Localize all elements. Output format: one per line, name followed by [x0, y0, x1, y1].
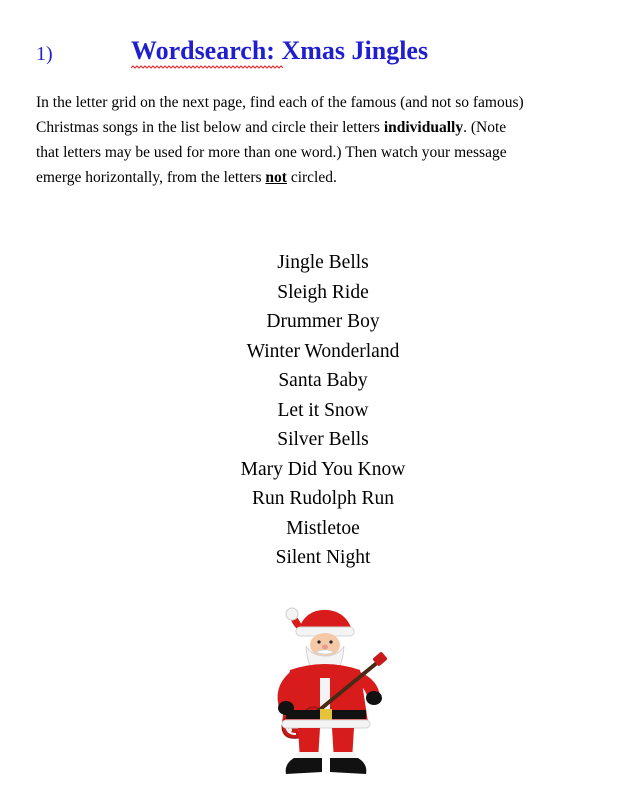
- instructions-bold-word: individually: [383, 119, 464, 136]
- instructions-emphasis-word: not: [265, 169, 287, 186]
- instructions-text: . (Note: [463, 119, 507, 136]
- song-list-item: Mary Did You Know: [240, 458, 406, 480]
- song-list-item: Let it Snow: [277, 399, 369, 421]
- instructions-line-3: [36, 140, 606, 165]
- instructions-line-1: [36, 90, 606, 115]
- song-list-item: Santa Baby: [278, 370, 368, 391]
- instructions-text: circled.: [286, 169, 337, 186]
- santa-guitar-icon: [228, 600, 418, 782]
- instructions-line-2: [36, 115, 606, 140]
- instructions-text: In the letter grid on the next page, find each of the famous (and not so famous): [36, 94, 524, 111]
- question-number: 1): [36, 43, 53, 65]
- instructions-paragraph: [36, 90, 606, 190]
- song-list-item: Winter Wonderland: [246, 340, 400, 362]
- instructions-text: Christmas songs in the list below and circle their letters: [36, 119, 384, 136]
- song-list-item: Jingle Bells: [277, 252, 369, 273]
- worksheet-heading: [36, 34, 616, 70]
- song-list-item: Run Rudolph Run: [252, 488, 394, 509]
- instructions-text: emerge horizontally, from the letters: [36, 169, 266, 186]
- song-list-item: Silent Night: [275, 547, 371, 568]
- song-list: [180, 248, 466, 573]
- song-list-item: Mistletoe: [286, 517, 360, 539]
- instructions-text: that letters may be used for more than one word.) Then watch your message: [36, 144, 507, 161]
- song-list-item: Drummer Boy: [266, 311, 380, 332]
- spellcheck-underline: [131, 65, 283, 70]
- page-title: Wordsearch: Xmas Jingles: [131, 36, 429, 65]
- song-list-item: Sleigh Ride: [277, 281, 369, 303]
- song-list-item: Silver Bells: [277, 429, 369, 450]
- instructions-line-4: [36, 165, 606, 190]
